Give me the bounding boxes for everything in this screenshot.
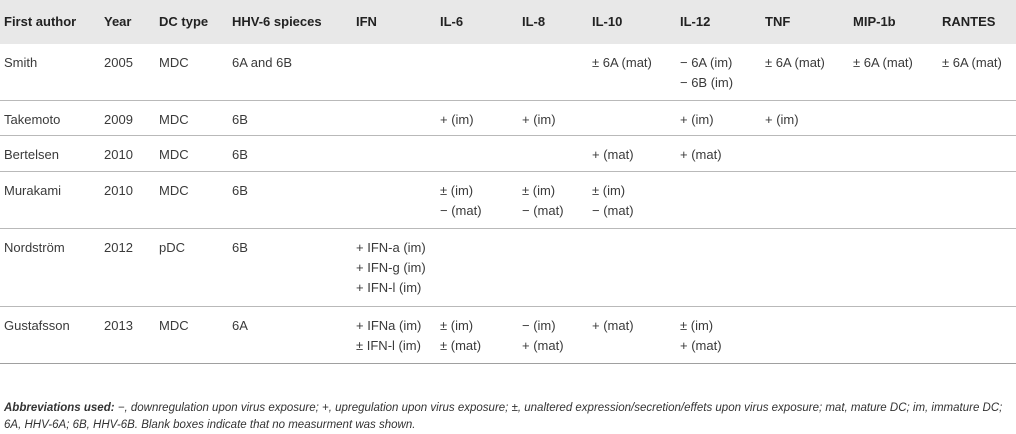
cell-entry: ± 6A (mat) bbox=[765, 55, 825, 70]
table-body bbox=[0, 44, 1016, 363]
cell-tnf bbox=[761, 135, 849, 171]
table-row bbox=[0, 100, 1016, 135]
cell-entry: ± (im) bbox=[440, 317, 474, 333]
cell-entry: + (im) bbox=[680, 111, 714, 127]
header-dc-type: DC type bbox=[159, 14, 209, 29]
cell-il12 bbox=[676, 306, 761, 363]
cell-il10 bbox=[588, 135, 676, 171]
cell-il8 bbox=[518, 306, 588, 363]
header-rantes: RANTES bbox=[942, 14, 996, 29]
cell-dc-type: MDC bbox=[159, 317, 189, 333]
cell-rantes bbox=[938, 306, 1016, 363]
cell-ifn bbox=[352, 171, 436, 228]
cell-rantes bbox=[938, 171, 1016, 228]
footnote-label: Abbreviations used: bbox=[4, 402, 115, 414]
cell-rantes bbox=[938, 44, 1016, 100]
cell-tnf bbox=[761, 228, 849, 306]
cell-author: Bertelsen bbox=[4, 146, 59, 162]
cell-il12 bbox=[676, 44, 761, 100]
cell-entry: ± (im) bbox=[522, 182, 556, 198]
cell-entry: + (im) bbox=[522, 111, 556, 127]
cell-entry: − (mat) bbox=[592, 202, 634, 218]
header-il10: IL-10 bbox=[592, 14, 623, 29]
cell-entry: + (mat) bbox=[680, 146, 722, 162]
cell-hhv6-species: 6A bbox=[232, 317, 248, 333]
cell-mip1b bbox=[849, 228, 938, 306]
cell-entry: + (mat) bbox=[522, 337, 564, 353]
cell-entry: + (mat) bbox=[680, 337, 722, 353]
cell-author: Smith bbox=[4, 55, 38, 70]
cell-ifn bbox=[352, 135, 436, 171]
cell-entry: ± IFN-l (im) bbox=[356, 337, 421, 353]
cell-year: 2005 bbox=[104, 55, 133, 70]
cell-mip1b bbox=[849, 171, 938, 228]
cell-hhv6-species: 6B bbox=[232, 146, 248, 162]
cell-entry: ± (im) bbox=[680, 317, 714, 333]
cell-il10 bbox=[588, 228, 676, 306]
header-il6: IL-6 bbox=[440, 14, 464, 29]
cell-dc-type: MDC bbox=[159, 146, 189, 162]
abbreviations-footnote bbox=[4, 400, 1012, 434]
cell-hhv6-species: 6B bbox=[232, 111, 248, 127]
cell-entry: + IFNa (im) bbox=[356, 317, 422, 333]
cell-il6 bbox=[436, 135, 518, 171]
cell-entry: − 6B (im) bbox=[680, 75, 734, 90]
cell-ifn bbox=[352, 44, 436, 100]
cell-il6 bbox=[436, 100, 518, 135]
cell-author: Takemoto bbox=[4, 111, 61, 127]
cell-entry: − (mat) bbox=[440, 202, 482, 218]
cell-hhv6-species: 6B bbox=[232, 182, 248, 198]
header-ifn: IFN bbox=[356, 14, 377, 29]
cell-entry: ± 6A (mat) bbox=[853, 55, 913, 70]
table-row bbox=[0, 171, 1016, 228]
table-row bbox=[0, 135, 1016, 171]
cell-entry: − (im) bbox=[522, 317, 556, 333]
footnote-text: −, downregulation upon virus exposure; +, upregulation upon virus exposure; ±, unaltered expression/secretion/effets upon virus exposure; mat, mature DC; im, immature DC; 6A, HHV-6A; 6B, HHV-6B. Blank boxes indicate that no measurment was shown. bbox=[4, 402, 1003, 431]
cell-author: Gustafsson bbox=[4, 317, 70, 333]
cell-il12 bbox=[676, 171, 761, 228]
cell-year: 2009 bbox=[104, 111, 133, 127]
cell-mip1b bbox=[849, 100, 938, 135]
cell-ifn bbox=[352, 306, 436, 363]
cell-il8 bbox=[518, 135, 588, 171]
cell-il6 bbox=[436, 171, 518, 228]
cell-year: 2013 bbox=[104, 317, 133, 333]
cell-year: 2012 bbox=[104, 239, 133, 255]
cell-entry: ± 6A (mat) bbox=[942, 55, 1002, 70]
cell-entry: ± (im) bbox=[592, 182, 626, 198]
cell-entry: ± (im) bbox=[440, 182, 474, 198]
table-row bbox=[0, 44, 1016, 100]
cell-il6 bbox=[436, 44, 518, 100]
header-hhv6-species: HHV-6 spieces bbox=[232, 14, 322, 29]
cell-author: Nordström bbox=[4, 239, 65, 255]
table-row bbox=[0, 228, 1016, 306]
cell-il8 bbox=[518, 100, 588, 135]
cell-tnf bbox=[761, 306, 849, 363]
cell-entry: ± (mat) bbox=[440, 337, 482, 353]
cell-il10 bbox=[588, 171, 676, 228]
cell-rantes bbox=[938, 100, 1016, 135]
cell-mip1b bbox=[849, 44, 938, 100]
cell-il8 bbox=[518, 228, 588, 306]
header-mip1b: MIP-1b bbox=[853, 14, 896, 29]
header-first-author: First author bbox=[4, 14, 77, 29]
cell-tnf bbox=[761, 100, 849, 135]
cell-dc-type: MDC bbox=[159, 55, 189, 70]
cell-tnf bbox=[761, 171, 849, 228]
header-tnf: TNF bbox=[765, 14, 791, 29]
cell-il12 bbox=[676, 100, 761, 135]
cell-year: 2010 bbox=[104, 182, 133, 198]
cell-il6 bbox=[436, 228, 518, 306]
cell-il10 bbox=[588, 44, 676, 100]
cell-entry: + (im) bbox=[440, 111, 474, 127]
cell-rantes bbox=[938, 228, 1016, 306]
cell-il10 bbox=[588, 306, 676, 363]
cell-mip1b bbox=[849, 135, 938, 171]
cell-dc-type: pDC bbox=[159, 239, 186, 255]
cell-entry: + IFN-a (im) bbox=[356, 239, 426, 255]
table-row bbox=[0, 306, 1016, 363]
cell-entry: − 6A (im) bbox=[680, 55, 733, 70]
cell-mip1b bbox=[849, 306, 938, 363]
cell-entry: + IFN-g (im) bbox=[356, 259, 426, 275]
cell-entry: + (mat) bbox=[592, 317, 634, 333]
cell-rantes bbox=[938, 135, 1016, 171]
cell-entry: ± 6A (mat) bbox=[592, 55, 652, 70]
cell-il6 bbox=[436, 306, 518, 363]
cell-entry: + (mat) bbox=[592, 146, 634, 162]
cell-entry: + (im) bbox=[765, 111, 799, 127]
cell-hhv6-species: 6B bbox=[232, 239, 248, 255]
cell-hhv6-species: 6A and 6B bbox=[232, 55, 292, 70]
header-row bbox=[0, 0, 1016, 44]
cell-il12 bbox=[676, 135, 761, 171]
cell-il8 bbox=[518, 44, 588, 100]
header-year: Year bbox=[104, 14, 132, 29]
cell-ifn bbox=[352, 228, 436, 306]
cell-il10 bbox=[588, 100, 676, 135]
cell-entry: − (mat) bbox=[522, 202, 564, 218]
header-il12: IL-12 bbox=[680, 14, 711, 29]
cell-year: 2010 bbox=[104, 146, 133, 162]
header-il8: IL-8 bbox=[522, 14, 546, 29]
cell-ifn bbox=[352, 100, 436, 135]
cell-dc-type: MDC bbox=[159, 182, 189, 198]
cell-il8 bbox=[518, 171, 588, 228]
cell-il12 bbox=[676, 228, 761, 306]
cell-author: Murakami bbox=[4, 182, 62, 198]
cell-dc-type: MDC bbox=[159, 111, 189, 127]
cell-tnf bbox=[761, 44, 849, 100]
cell-entry: + IFN-l (im) bbox=[356, 279, 422, 295]
